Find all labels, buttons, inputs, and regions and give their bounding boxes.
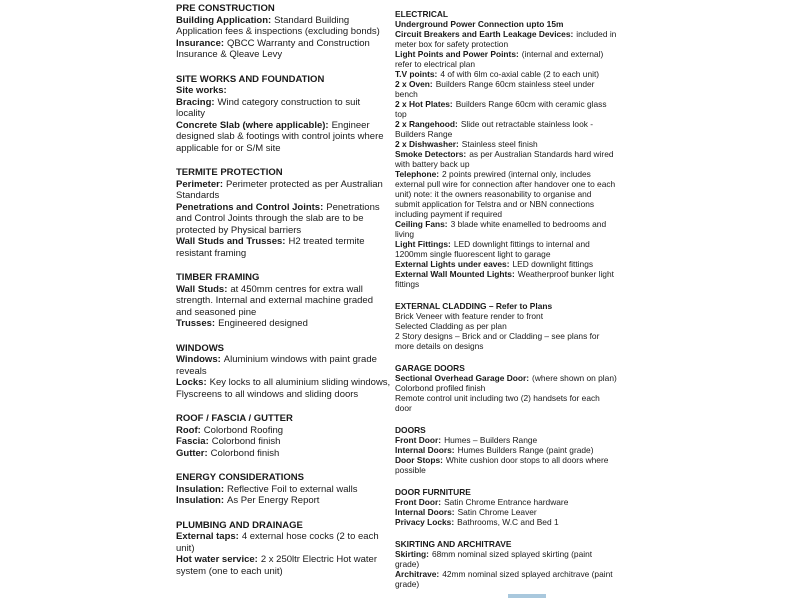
spec-item-text: Humes – Builders Range: [444, 435, 538, 445]
spec-item-label: Underground Power Connection upto 15m: [395, 19, 564, 29]
spec-item: [395, 169, 618, 219]
section-title: PLUMBING AND DRAINAGE: [176, 519, 303, 531]
spec-item-text: Engineer designed slab & footings with control joints where applicable for or S/M site: [176, 119, 384, 154]
spec-item-label: Door Stops:: [395, 455, 443, 465]
spec-item-text: H2 treated termite resistant framing: [176, 236, 365, 259]
spec-item-text: Builders Range 60cm with ceramic glass top: [395, 99, 607, 119]
spec-item: [395, 99, 618, 119]
spec-item: [176, 97, 391, 120]
spec-item-label: Windows:: [176, 354, 221, 365]
spec-section: [395, 487, 618, 527]
right-column: [395, 9, 618, 600]
spec-item-text: Engineered designed: [218, 318, 308, 329]
section-title: ELECTRICAL: [395, 9, 449, 19]
spec-item: [395, 69, 618, 79]
spec-item: [395, 549, 618, 569]
spec-item-text: Satin Chrome Entrance hardware: [444, 497, 569, 507]
spec-item-label: Locks:: [176, 377, 207, 388]
spec-item-text: 2 x 250ltr Electric Hot water system (one to each unit): [176, 554, 377, 577]
section-title: WINDOWS: [176, 342, 225, 354]
spec-section: [395, 539, 618, 589]
spec-item-label: Circuit Breakers and Earth Leakage Devices:: [395, 29, 574, 39]
spec-item-text: Humes Builders Range (paint grade): [457, 445, 594, 455]
spec-item-text: Bathrooms, W.C and Bed 1: [457, 517, 559, 527]
spec-item-text: Reflective Foil to external walls: [227, 483, 358, 495]
spec-item: [176, 202, 391, 237]
section-title: DOOR FURNITURE: [395, 487, 471, 497]
spec-item-label: Bracing:: [176, 96, 215, 108]
spec-item: [395, 455, 618, 475]
spec-item-text: (where shown on plan) Colorbond profiled finish: [395, 373, 617, 393]
section-title: ENERGY CONSIDERATIONS: [176, 472, 304, 483]
spec-item-label: External Lights under eaves:: [395, 259, 510, 269]
bottom-link-artifact: [508, 594, 546, 598]
spec-item-label: Penetrations and Control Joints:: [176, 201, 324, 213]
spec-item-text: at 450mm centres for extra wall strength. Internal and external machine graded and seasoned pine: [176, 283, 373, 318]
spec-item: [176, 38, 391, 61]
spec-item-text: LED downlight fittings: [512, 259, 594, 269]
spec-item-label: Concrete Slab (where applicable):: [176, 119, 329, 131]
spec-item-label: 2 x Oven:: [395, 79, 433, 89]
spec-item-label: Internal Doors:: [395, 507, 455, 517]
spec-item-text: Wind category construction to suit locality: [176, 96, 361, 119]
spec-item: [176, 554, 391, 577]
spec-section: [176, 472, 391, 507]
spec-item-label: Gutter:: [176, 447, 208, 459]
spec-item-label: 2 x Dishwasher:: [395, 139, 459, 149]
spec-item-label: Wall Studs and Trusses:: [176, 236, 286, 247]
spec-item-text: 2 Story designs – Brick and or Cladding – see plans for more details on designs: [395, 331, 600, 351]
spec-item: [395, 119, 618, 139]
spec-item-label: Internal Doors:: [395, 445, 455, 455]
spec-item: [395, 19, 618, 29]
spec-item-text: Standard Building Application fees & inspections (excluding bonds): [176, 14, 380, 37]
section-title: TIMBER FRAMING: [176, 272, 260, 283]
section-title: SITE WORKS AND FOUNDATION: [176, 73, 325, 85]
spec-item-text: White cushion door stops to all doors where possible: [395, 455, 609, 475]
spec-section: [176, 167, 391, 259]
spec-item-text: 3 blade white enamelled to bedrooms and living: [395, 219, 607, 239]
spec-item-label: Skirting:: [395, 549, 429, 559]
spec-item-text: Remote control unit including two (2) handsets for each door: [395, 393, 600, 413]
spec-item-text: 68mm nominal sized splayed skirting (paint grade): [395, 549, 593, 569]
spec-item: [395, 331, 618, 351]
spec-item-label: Privacy Locks:: [395, 517, 455, 527]
spec-item: [395, 393, 618, 413]
spec-item: [176, 85, 391, 97]
spec-item: [176, 531, 391, 554]
spec-item-text: Aluminium windows with paint grade reveals: [176, 354, 377, 377]
spec-item: [395, 259, 618, 269]
spec-item-text: Weatherproof bunker light fittings: [395, 269, 614, 289]
spec-item-text: Slide out retractable stainless look - Builders Range: [395, 119, 594, 139]
spec-item: [176, 179, 391, 202]
spec-item: [176, 15, 391, 38]
spec-item-label: Insurance:: [176, 37, 225, 49]
spec-item: [395, 517, 618, 527]
spec-item: [395, 269, 618, 289]
spec-item: [395, 373, 618, 393]
spec-item: [176, 236, 391, 259]
spec-item-text: QBCC Warranty and Construction Insurance & Qleave Levy: [176, 37, 370, 60]
spec-item: [176, 354, 391, 377]
spec-item: [395, 507, 618, 517]
spec-item-label: Light Points and Power Points:: [395, 49, 519, 59]
spec-item: [395, 497, 618, 507]
spec-item-label: Trusses:: [176, 318, 216, 329]
section-title: GARAGE DOORS: [395, 363, 465, 373]
spec-item: [395, 79, 618, 99]
spec-item-text: Brick Veneer with feature render to front: [395, 311, 544, 321]
spec-item-label: Perimeter:: [176, 178, 223, 190]
spec-item-text: Colorbond finish: [210, 447, 280, 459]
spec-item-text: 2 points prewired (internal only, includes external pull wire for connection after handover one to each unit) note: it the owners reasonability to organise and submit application for Telstra and or NBN connections including payment if required: [395, 169, 616, 219]
spec-item-text: Perimeter protected as per Australian Standards: [176, 178, 383, 201]
spec-item-label: Front Door:: [395, 497, 442, 507]
spec-item-text: Satin Chrome Leaver: [457, 507, 537, 517]
spec-item-text: as per Australian Standards hard wired with battery back up: [395, 149, 614, 169]
section-title: DOORS: [395, 425, 426, 435]
spec-item: [395, 29, 618, 49]
spec-item-label: Site works:: [176, 85, 227, 96]
spec-item: [176, 484, 391, 496]
spec-item: [395, 239, 618, 259]
section-title: TERMITE PROTECTION: [176, 167, 283, 178]
spec-item: [395, 149, 618, 169]
spec-item: [176, 448, 391, 460]
spec-item: [176, 120, 391, 155]
spec-item: [395, 49, 618, 69]
spec-item-label: Telephone:: [395, 169, 440, 179]
spec-section: [176, 520, 391, 578]
spec-item: [395, 311, 618, 321]
section-title: ROOF / FASCIA / GUTTER: [176, 413, 293, 424]
left-column: [176, 3, 391, 590]
spec-section: [395, 301, 618, 351]
spec-item-label: Roof:: [176, 424, 201, 436]
spec-section: [176, 413, 391, 459]
spec-section: [395, 9, 618, 289]
spec-item-label: Front Door:: [395, 435, 442, 445]
spec-item: [395, 219, 618, 239]
spec-item: [395, 569, 618, 589]
spec-item: [395, 321, 618, 331]
spec-item: [395, 445, 618, 455]
spec-item-label: Smoke Detectors:: [395, 149, 467, 159]
spec-item-text: Selected Cladding as per plan: [395, 321, 507, 331]
spec-item: [176, 436, 391, 448]
spec-item-text: (internal and external) refer to electrical plan: [395, 49, 604, 69]
spec-item-label: Fascia:: [176, 436, 209, 447]
spec-item-text: 4 external hose cocks (2 to each unit): [176, 531, 379, 554]
spec-item-label: Architrave:: [395, 569, 440, 579]
spec-item: [176, 284, 391, 319]
spec-section: [395, 363, 618, 413]
spec-section: [176, 3, 391, 61]
spec-section: [176, 74, 391, 155]
spec-item-text: Key locks to all aluminium sliding windows, Flyscreens to all windows and sliding doors: [176, 377, 391, 400]
spec-item-text: Colorbond Roofing: [203, 424, 284, 436]
spec-item-text: 42mm nominal sized splayed architrave (paint grade): [395, 569, 613, 589]
spec-item-text: As Per Energy Report: [227, 495, 320, 506]
spec-item: [176, 318, 391, 330]
spec-item-label: 2 x Hot Plates:: [395, 99, 453, 109]
spec-item-text: 4 of with 6lm co-axial cable (2 to each unit): [440, 69, 600, 79]
spec-item-label: T.V points:: [395, 69, 438, 79]
spec-item: [176, 495, 391, 507]
spec-item: [395, 139, 618, 149]
spec-item-label: Wall Studs:: [176, 283, 228, 295]
spec-item-label: Light Fittings:: [395, 239, 451, 249]
spec-item-label: Insulation:: [176, 495, 225, 506]
spec-item-text: Stainless steel finish: [461, 139, 538, 149]
section-title: PRE CONSTRUCTION: [176, 3, 275, 14]
spec-item: [176, 377, 391, 400]
spec-item-label: Ceiling Fans:: [395, 219, 448, 229]
spec-item-text: Colorbond finish: [211, 436, 281, 447]
spec-section: [176, 272, 391, 330]
spec-item: [176, 425, 391, 437]
spec-section: [395, 425, 618, 475]
spec-item-text: Builders Range 60cm stainless steel under bench: [395, 79, 595, 99]
spec-item: [395, 435, 618, 445]
spec-item-text: Penetrations and Control Joints through the slab are to be protected by Physical barriers: [176, 201, 380, 236]
section-title: SKIRTING AND ARCHITRAVE: [395, 539, 512, 549]
spec-item-label: Sectional Overhead Garage Door:: [395, 373, 530, 383]
spec-item-label: 2 x Rangehood:: [395, 119, 458, 129]
spec-section: [176, 343, 391, 401]
spec-item-label: Insulation:: [176, 483, 225, 495]
spec-item-label: External Wall Mounted Lights:: [395, 269, 515, 279]
spec-item-text: included in meter box for safety protection: [395, 29, 617, 49]
spec-item-label: Building Application:: [176, 14, 272, 26]
spec-item-label: External taps:: [176, 531, 239, 542]
spec-item-label: Hot water service:: [176, 554, 258, 565]
section-title: EXTERNAL CLADDING – Refer to Plans: [395, 301, 553, 311]
spec-item-text: LED downlight fittings to internal and 1200mm single fluorescent light to garage: [395, 239, 590, 259]
